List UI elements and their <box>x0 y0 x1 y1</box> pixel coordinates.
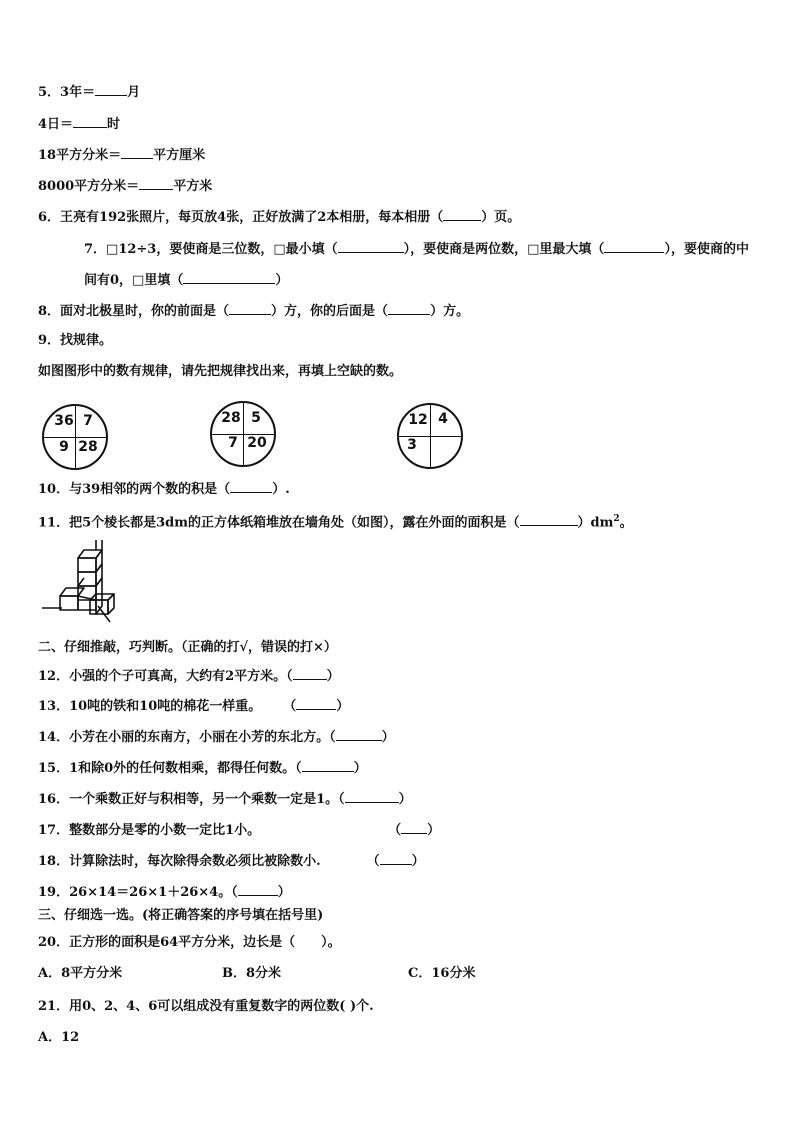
circle-number: 7 <box>83 413 93 429</box>
answer-blank[interactable] <box>443 208 481 221</box>
q10: 10．与39相邻的两个数的积是（ ）. <box>38 482 290 497</box>
cube-stack-figure <box>40 538 120 628</box>
answer-blank[interactable] <box>139 177 173 190</box>
q14: 14．小芳在小丽的东南方，小丽在小芳的东北方。（ ） <box>38 730 395 745</box>
answer-blank[interactable] <box>229 302 271 315</box>
q5-line2: 4日＝ 时 <box>38 117 121 132</box>
answer-blank[interactable] <box>338 240 404 253</box>
answer-blank[interactable] <box>230 480 272 493</box>
answer-blank[interactable] <box>401 821 427 834</box>
section-3-heading: 三、仔细选一选。(将正确答案的序号填在括号里) <box>38 908 324 923</box>
q9-desc: 如图图形中的数有规律，请先把规律找出来，再填上空缺的数。 <box>38 364 403 379</box>
q13: 13．10吨的铁和10吨的棉花一样重。 （ ） <box>38 699 350 714</box>
answer-blank[interactable] <box>302 759 354 772</box>
answer-blank[interactable] <box>183 271 275 284</box>
q8: 8．面对北极星时，你的前面是（ ）方，你的后面是（ ）方。 <box>38 304 470 319</box>
q17: 17．整数部分是零的小数一定比1小。 （ ） <box>38 823 441 838</box>
circle-number: 20 <box>247 435 267 451</box>
answer-blank[interactable] <box>388 302 430 315</box>
q5-line1: 5．3年＝ 月 <box>38 85 141 100</box>
q7-line1: 7．□12÷3，要使商是三位数，□最小填（ ），要使商是两位数，□里最大填（ ），要使商的中 <box>84 242 749 257</box>
q16: 16．一个乘数正好与积相等，另一个乘数一定是1。（ ） <box>38 792 412 807</box>
circle-number: 4 <box>438 411 448 427</box>
q9-title: 9．找规律。 <box>38 333 113 348</box>
q12: 12．小强的个子可真高，大约有2平方米。（ ） <box>38 669 340 684</box>
pattern-circle-3 <box>397 403 463 469</box>
q19: 19．26×14＝26×1＋26×4。（ ） <box>38 885 291 900</box>
q11: 11．把5个棱长都是3dm的正方体纸箱堆放在墙角处（如图），露在外面的面积是（ ）$dm^2$。 <box>38 514 633 531</box>
answer-blank[interactable] <box>336 728 382 741</box>
circle-number: 36 <box>54 413 74 429</box>
q5-line4: 8000平方分米＝ 平方米 <box>38 179 213 194</box>
answer-blank[interactable] <box>238 883 278 896</box>
circle-number: 5 <box>251 410 261 426</box>
answer-blank[interactable] <box>73 115 107 128</box>
q20-option-c[interactable]: C．16分米 <box>408 966 476 981</box>
q5-line3: 18平方分米＝ 平方厘米 <box>38 148 206 163</box>
q6: 6．王亮有192张照片，每页放4张，正好放满了2本相册，每本相册（ ）页。 <box>38 210 521 225</box>
q7-line2: 间有0，□里填（ ） <box>84 273 289 288</box>
answer-blank[interactable] <box>95 83 127 96</box>
answer-blank[interactable] <box>604 240 664 253</box>
q18: 18．计算除法时，每次除得余数必须比被除数小. （ ） <box>38 854 425 869</box>
answer-blank[interactable] <box>296 697 336 710</box>
q21-option-a[interactable]: A．12 <box>38 1030 80 1045</box>
circle-number: 12 <box>408 412 428 428</box>
answer-blank[interactable] <box>345 790 399 803</box>
q20-option-a[interactable]: A．8平方分米 <box>38 966 123 981</box>
circle-number: 28 <box>221 410 241 426</box>
pattern-circle-1 <box>42 404 108 470</box>
section-2-heading: 二、仔细推敲，巧判断。（正确的打√，错误的打×） <box>38 640 337 655</box>
answer-blank[interactable] <box>520 513 578 526</box>
q20-stem: 20．正方形的面积是64平方分米，边长是（ ）。 <box>38 935 341 950</box>
q21-stem: 21．用0、2、4、6可以组成没有重复数字的两位数( )个. <box>38 999 374 1014</box>
q20-option-b[interactable]: B．8分米 <box>222 966 282 981</box>
circle-number: 28 <box>78 439 98 455</box>
circle-number: 7 <box>228 435 238 451</box>
circle-number: 9 <box>59 439 69 455</box>
pattern-circle-2 <box>210 401 276 467</box>
answer-blank[interactable] <box>293 667 327 680</box>
circle-number: 3 <box>407 437 417 453</box>
answer-blank[interactable] <box>380 852 412 865</box>
answer-blank[interactable] <box>121 146 153 159</box>
q15: 15．1和除0外的任何数相乘，都得任何数。（ ） <box>38 761 367 776</box>
